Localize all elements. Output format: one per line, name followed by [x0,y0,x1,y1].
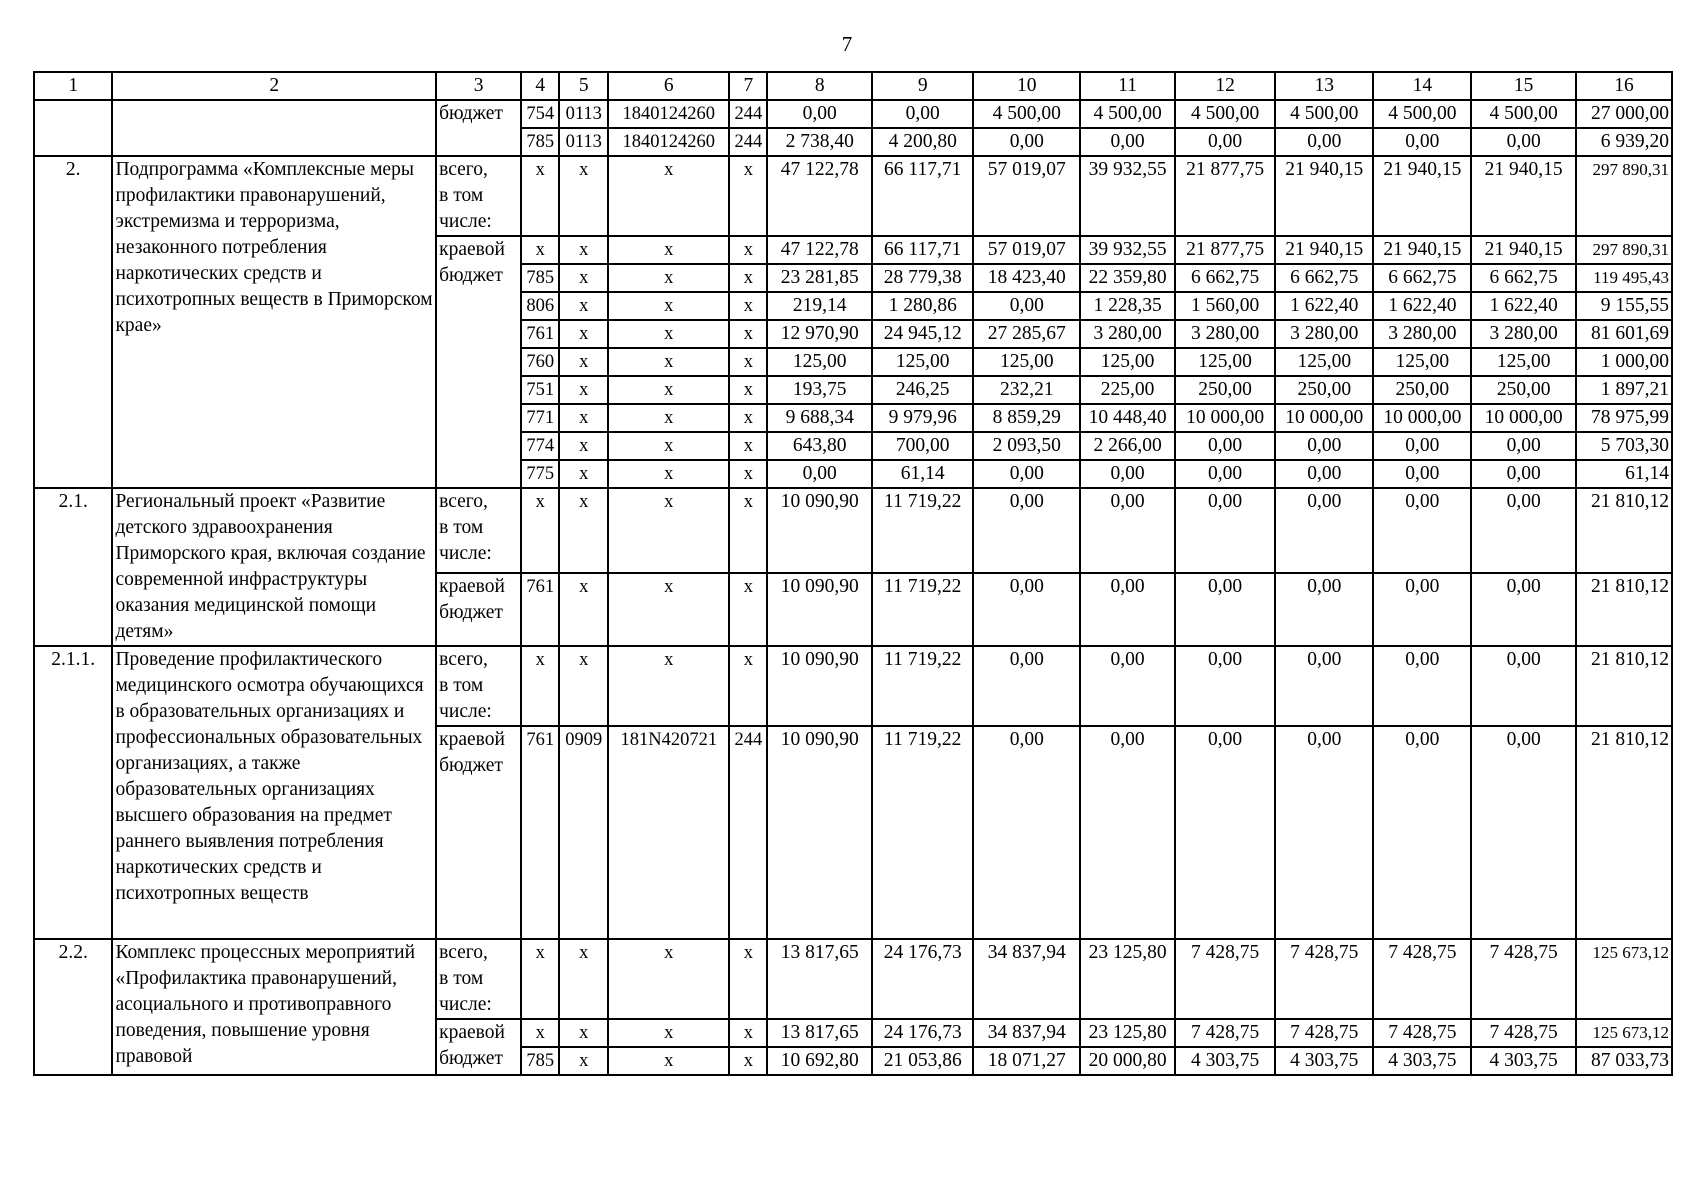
cell-col-4: 771 [521,404,559,432]
cell-col-13: 21 940,15 [1275,156,1373,236]
cell-col-6: x [608,348,729,376]
cell-col-15: 6 662,75 [1471,264,1576,292]
cell-col-5: x [559,264,608,292]
cell-col-4: 775 [521,460,559,488]
header-col-1: 1 [34,72,112,100]
cell-col-4: 760 [521,348,559,376]
cell-col-15: 3 280,00 [1471,320,1576,348]
header-col-2: 2 [112,72,436,100]
cell-col-16: 1 897,21 [1576,376,1672,404]
cell-col-13: 250,00 [1275,376,1373,404]
cell-col-8: 10 090,90 [767,573,872,646]
cell-col-5: x [559,460,608,488]
cell-col-4: 754 [521,100,559,128]
cell-col-10: 0,00 [973,646,1080,726]
cell-col-9: 11 719,22 [872,573,973,646]
cell-col-6: x [608,1019,729,1047]
cell-col-11: 1 228,35 [1080,292,1175,320]
cell-col-5: x [559,939,608,1019]
cell-col-14: 4 303,75 [1373,1047,1471,1075]
cell-col-9: 28 779,38 [872,264,973,292]
cell-col-6: 1840124260 [608,128,729,156]
cell-col-6: x [608,156,729,236]
cell-col-4: x [521,939,559,1019]
cell-col-16: 21 810,12 [1576,488,1672,573]
cell-col-14: 3 280,00 [1373,320,1471,348]
cell-col-15: 21 940,15 [1471,236,1576,264]
cell-col-7: 244 [729,128,767,156]
cell-col-1 [34,100,112,156]
cell-col-11: 0,00 [1080,460,1175,488]
cell-col-12: 10 000,00 [1175,404,1275,432]
cell-col-8: 2 738,40 [767,128,872,156]
section-number: 2.2. [34,939,112,1075]
cell-col-13: 0,00 [1275,460,1373,488]
cell-col-3: краевой бюджет [436,236,521,488]
cell-col-15: 250,00 [1471,376,1576,404]
cell-col-9: 66 117,71 [872,156,973,236]
cell-col-11: 39 932,55 [1080,156,1175,236]
table-row [34,488,1672,573]
cell-col-4: 785 [521,264,559,292]
cell-col-16: 5 703,30 [1576,432,1672,460]
cell-col-5: x [559,404,608,432]
cell-col-4: 761 [521,320,559,348]
cell-col-12: 0,00 [1175,646,1275,726]
cell-col-4: x [521,156,559,236]
header-col-14: 14 [1373,72,1471,100]
cell-col-6: x [608,646,729,726]
cell-col-10: 0,00 [973,128,1080,156]
cell-col-11: 0,00 [1080,726,1175,939]
cell-col-15: 4 303,75 [1471,1047,1576,1075]
cell-col-10: 34 837,94 [973,1019,1080,1047]
cell-col-11: 39 932,55 [1080,236,1175,264]
cell-col-6: x [608,292,729,320]
cell-col-7: x [729,292,767,320]
cell-col-6: x [608,488,729,573]
cell-col-14: 21 940,15 [1373,156,1471,236]
cell-col-13: 1 622,40 [1275,292,1373,320]
cell-col-4: x [521,646,559,726]
table-row [34,939,1672,1019]
header-col-6: 6 [608,72,729,100]
cell-col-14: 0,00 [1373,726,1471,939]
cell-col-16: 87 033,73 [1576,1047,1672,1075]
cell-col-5: 0909 [559,726,608,939]
cell-col-15: 0,00 [1471,488,1576,573]
cell-col-9: 700,00 [872,432,973,460]
cell-col-11: 23 125,80 [1080,939,1175,1019]
cell-col-9: 11 719,22 [872,646,973,726]
cell-col-11: 225,00 [1080,376,1175,404]
cell-col-10: 0,00 [973,460,1080,488]
cell-col-3: всего, в том числе: [436,488,521,573]
cell-col-9: 24 176,73 [872,1019,973,1047]
cell-col-14: 250,00 [1373,376,1471,404]
cell-col-14: 1 622,40 [1373,292,1471,320]
cell-col-10: 34 837,94 [973,939,1080,1019]
header-col-16: 16 [1576,72,1672,100]
cell-col-8: 9 688,34 [767,404,872,432]
cell-col-14: 0,00 [1373,432,1471,460]
page-number: 7 [841,32,853,56]
cell-col-10: 57 019,07 [973,236,1080,264]
header-col-13: 13 [1275,72,1373,100]
cell-col-8: 10 090,90 [767,646,872,726]
cell-col-7: x [729,573,767,646]
budget-table [33,71,1673,1076]
cell-col-9: 4 200,80 [872,128,973,156]
cell-col-5: x [559,573,608,646]
cell-col-16: 21 810,12 [1576,726,1672,939]
cell-col-9: 61,14 [872,460,973,488]
cell-col-15: 0,00 [1471,573,1576,646]
cell-col-15: 1 622,40 [1471,292,1576,320]
cell-col-3: всего, в том числе: [436,646,521,726]
cell-col-10: 2 093,50 [973,432,1080,460]
cell-col-8: 0,00 [767,460,872,488]
cell-col-11: 0,00 [1080,128,1175,156]
cell-col-9: 11 719,22 [872,488,973,573]
cell-col-8: 10 692,80 [767,1047,872,1075]
cell-col-14: 21 940,15 [1373,236,1471,264]
cell-col-13: 0,00 [1275,646,1373,726]
header-col-5: 5 [559,72,608,100]
cell-col-9: 0,00 [872,100,973,128]
cell-col-8: 23 281,85 [767,264,872,292]
cell-col-11: 20 000,80 [1080,1047,1175,1075]
table-row [34,72,1672,100]
header-col-3: 3 [436,72,521,100]
cell-col-13: 4 303,75 [1275,1047,1373,1075]
cell-col-10: 125,00 [973,348,1080,376]
cell-col-9: 24 945,12 [872,320,973,348]
cell-col-4: 761 [521,726,559,939]
cell-col-6: x [608,264,729,292]
cell-col-8: 10 090,90 [767,726,872,939]
cell-col-8: 12 970,90 [767,320,872,348]
cell-col-5: 0113 [559,100,608,128]
cell-col-13: 4 500,00 [1275,100,1373,128]
cell-col-5: x [559,488,608,573]
section-name: Комплекс процессных мероприятий «Профилактика правонарушений, асоциального и противоправного поведения, повышение уровня правовой [112,939,436,1075]
cell-col-5: x [559,432,608,460]
cell-col-11: 23 125,80 [1080,1019,1175,1047]
cell-col-7: x [729,376,767,404]
cell-col-6: 1840124260 [608,100,729,128]
cell-col-10: 57 019,07 [973,156,1080,236]
cell-col-15: 0,00 [1471,646,1576,726]
cell-col-14: 0,00 [1373,646,1471,726]
header-col-8: 8 [767,72,872,100]
cell-col-7: 244 [729,100,767,128]
cell-col-8: 13 817,65 [767,939,872,1019]
cell-col-4: 761 [521,573,559,646]
cell-col-12: 7 428,75 [1175,939,1275,1019]
cell-col-10: 0,00 [973,292,1080,320]
cell-col-11: 3 280,00 [1080,320,1175,348]
cell-col-16: 119 495,43 [1576,264,1672,292]
cell-col-13: 0,00 [1275,488,1373,573]
header-col-10: 10 [973,72,1080,100]
cell-col-14: 0,00 [1373,573,1471,646]
cell-col-11: 4 500,00 [1080,100,1175,128]
cell-col-12: 4 500,00 [1175,100,1275,128]
cell-col-3: краевой бюджет [436,726,521,939]
cell-col-13: 0,00 [1275,128,1373,156]
cell-col-16: 21 810,12 [1576,646,1672,726]
cell-col-12: 0,00 [1175,460,1275,488]
cell-col-8: 193,75 [767,376,872,404]
cell-col-5: x [559,292,608,320]
cell-col-5: x [559,1047,608,1075]
cell-col-10: 0,00 [973,726,1080,939]
cell-col-4: 785 [521,1047,559,1075]
cell-col-13: 7 428,75 [1275,939,1373,1019]
cell-col-16: 125 673,12 [1576,1019,1672,1047]
cell-col-15: 125,00 [1471,348,1576,376]
cell-col-11: 125,00 [1080,348,1175,376]
section-number: 2.1. [34,488,112,646]
header-col-7: 7 [729,72,767,100]
cell-col-14: 10 000,00 [1373,404,1471,432]
cell-col-8: 13 817,65 [767,1019,872,1047]
cell-col-11: 10 448,40 [1080,404,1175,432]
cell-col-16: 297 890,31 [1576,156,1672,236]
header-col-15: 15 [1471,72,1576,100]
cell-col-10: 4 500,00 [973,100,1080,128]
cell-col-6: x [608,460,729,488]
cell-col-5: x [559,646,608,726]
cell-col-4: x [521,1019,559,1047]
cell-col-16: 27 000,00 [1576,100,1672,128]
cell-col-7: x [729,1047,767,1075]
table-row [34,100,1672,128]
header-col-12: 12 [1175,72,1275,100]
section-number: 2. [34,156,112,488]
cell-col-10: 18 071,27 [973,1047,1080,1075]
cell-col-16: 78 975,99 [1576,404,1672,432]
cell-col-15: 4 500,00 [1471,100,1576,128]
cell-col-12: 1 560,00 [1175,292,1275,320]
cell-col-14: 6 662,75 [1373,264,1471,292]
cell-col-5: 0113 [559,128,608,156]
cell-col-7: x [729,646,767,726]
cell-col-15: 7 428,75 [1471,939,1576,1019]
cell-col-3: всего, в том числе: [436,939,521,1019]
cell-col-12: 0,00 [1175,128,1275,156]
cell-col-12: 4 303,75 [1175,1047,1275,1075]
cell-col-5: x [559,348,608,376]
cell-col-6: x [608,376,729,404]
cell-col-12: 21 877,75 [1175,156,1275,236]
cell-col-13: 10 000,00 [1275,404,1373,432]
cell-col-7: x [729,236,767,264]
cell-col-12: 0,00 [1175,488,1275,573]
cell-col-15: 0,00 [1471,128,1576,156]
cell-col-7: x [729,264,767,292]
cell-col-15: 0,00 [1471,726,1576,939]
cell-col-13: 0,00 [1275,726,1373,939]
cell-col-12: 0,00 [1175,726,1275,939]
cell-col-7: x [729,348,767,376]
cell-col-7: 244 [729,726,767,939]
cell-col-16: 6 939,20 [1576,128,1672,156]
section-number: 2.1.1. [34,646,112,939]
cell-col-3: краевой бюджет [436,1019,521,1075]
cell-col-14: 7 428,75 [1373,1019,1471,1047]
cell-col-12: 0,00 [1175,573,1275,646]
cell-col-12: 0,00 [1175,432,1275,460]
cell-col-8: 10 090,90 [767,488,872,573]
header-col-9: 9 [872,72,973,100]
cell-col-6: x [608,1047,729,1075]
cell-col-11: 0,00 [1080,573,1175,646]
cell-col-6: x [608,573,729,646]
cell-col-7: x [729,488,767,573]
cell-col-14: 7 428,75 [1373,939,1471,1019]
cell-col-15: 7 428,75 [1471,1019,1576,1047]
cell-col-15: 0,00 [1471,460,1576,488]
cell-col-4: 774 [521,432,559,460]
cell-col-14: 4 500,00 [1373,100,1471,128]
cell-col-8: 47 122,78 [767,156,872,236]
cell-col-13: 125,00 [1275,348,1373,376]
cell-col-2 [112,100,436,156]
cell-col-4: 751 [521,376,559,404]
cell-col-11: 22 359,80 [1080,264,1175,292]
cell-col-16: 61,14 [1576,460,1672,488]
cell-col-4: x [521,488,559,573]
cell-col-11: 0,00 [1080,488,1175,573]
cell-col-13: 7 428,75 [1275,1019,1373,1047]
cell-col-11: 0,00 [1080,646,1175,726]
cell-col-7: x [729,460,767,488]
cell-col-7: x [729,432,767,460]
cell-col-7: x [729,156,767,236]
cell-col-5: x [559,376,608,404]
cell-col-6: x [608,236,729,264]
section-name: Подпрограмма «Комплексные меры профилактики правонарушений, экстремизма и терроризма, незаконного потребления наркотических средств и психотропных веществ в Приморском крае» [112,156,436,488]
cell-col-14: 125,00 [1373,348,1471,376]
cell-col-4: 785 [521,128,559,156]
cell-col-14: 0,00 [1373,460,1471,488]
cell-col-3: бюджет [436,100,521,156]
cell-col-16: 81 601,69 [1576,320,1672,348]
cell-col-16: 297 890,31 [1576,236,1672,264]
section-name: Проведение профилактического медицинского осмотра обучающихся в образовательных организациях и профессиональных образовательных организациях, а также образовательных организациях высшего образования на предмет раннего выявления потребления наркотических средств и психотропных веществ [112,646,436,939]
cell-col-7: x [729,939,767,1019]
cell-col-13: 6 662,75 [1275,264,1373,292]
cell-col-12: 250,00 [1175,376,1275,404]
cell-col-16: 9 155,55 [1576,292,1672,320]
cell-col-12: 21 877,75 [1175,236,1275,264]
cell-col-15: 21 940,15 [1471,156,1576,236]
cell-col-10: 0,00 [973,573,1080,646]
cell-col-15: 0,00 [1471,432,1576,460]
cell-col-8: 219,14 [767,292,872,320]
cell-col-8: 643,80 [767,432,872,460]
cell-col-6: x [608,404,729,432]
cell-col-8: 125,00 [767,348,872,376]
cell-col-4: 806 [521,292,559,320]
cell-col-9: 21 053,86 [872,1047,973,1075]
cell-col-13: 0,00 [1275,432,1373,460]
header-col-11: 11 [1080,72,1175,100]
cell-col-5: x [559,156,608,236]
table-row [34,646,1672,726]
cell-col-13: 21 940,15 [1275,236,1373,264]
cell-col-15: 10 000,00 [1471,404,1576,432]
cell-col-3: всего, в том числе: [436,156,521,236]
cell-col-10: 232,21 [973,376,1080,404]
cell-col-14: 0,00 [1373,488,1471,573]
cell-col-12: 6 662,75 [1175,264,1275,292]
cell-col-11: 2 266,00 [1080,432,1175,460]
cell-col-10: 18 423,40 [973,264,1080,292]
table-row [34,156,1672,236]
cell-col-12: 7 428,75 [1175,1019,1275,1047]
cell-col-13: 0,00 [1275,573,1373,646]
cell-col-16: 125 673,12 [1576,939,1672,1019]
cell-col-5: x [559,320,608,348]
cell-col-5: x [559,236,608,264]
cell-col-7: x [729,404,767,432]
cell-col-6: x [608,939,729,1019]
cell-col-10: 27 285,67 [973,320,1080,348]
cell-col-13: 3 280,00 [1275,320,1373,348]
cell-col-6: x [608,432,729,460]
cell-col-10: 0,00 [973,488,1080,573]
cell-col-16: 21 810,12 [1576,573,1672,646]
cell-col-12: 3 280,00 [1175,320,1275,348]
header-col-4: 4 [521,72,559,100]
cell-col-7: x [729,1019,767,1047]
cell-col-9: 66 117,71 [872,236,973,264]
cell-col-8: 0,00 [767,100,872,128]
cell-col-14: 0,00 [1373,128,1471,156]
cell-col-6: x [608,320,729,348]
table-body [34,72,1672,1075]
cell-col-9: 1 280,86 [872,292,973,320]
cell-col-12: 125,00 [1175,348,1275,376]
cell-col-9: 246,25 [872,376,973,404]
cell-col-8: 47 122,78 [767,236,872,264]
cell-col-9: 24 176,73 [872,939,973,1019]
cell-col-7: x [729,320,767,348]
cell-col-9: 11 719,22 [872,726,973,939]
cell-col-4: x [521,236,559,264]
cell-col-5: x [559,1019,608,1047]
cell-col-3: краевой бюджет [436,573,521,646]
section-name: Региональный проект «Развитие детского здравоохранения Приморского края, включая создание современной инфраструктуры оказания медицинской помощи детям» [112,488,436,646]
cell-col-16: 1 000,00 [1576,348,1672,376]
cell-col-9: 9 979,96 [872,404,973,432]
cell-col-6: 181N420721 [608,726,729,939]
cell-col-10: 8 859,29 [973,404,1080,432]
cell-col-9: 125,00 [872,348,973,376]
